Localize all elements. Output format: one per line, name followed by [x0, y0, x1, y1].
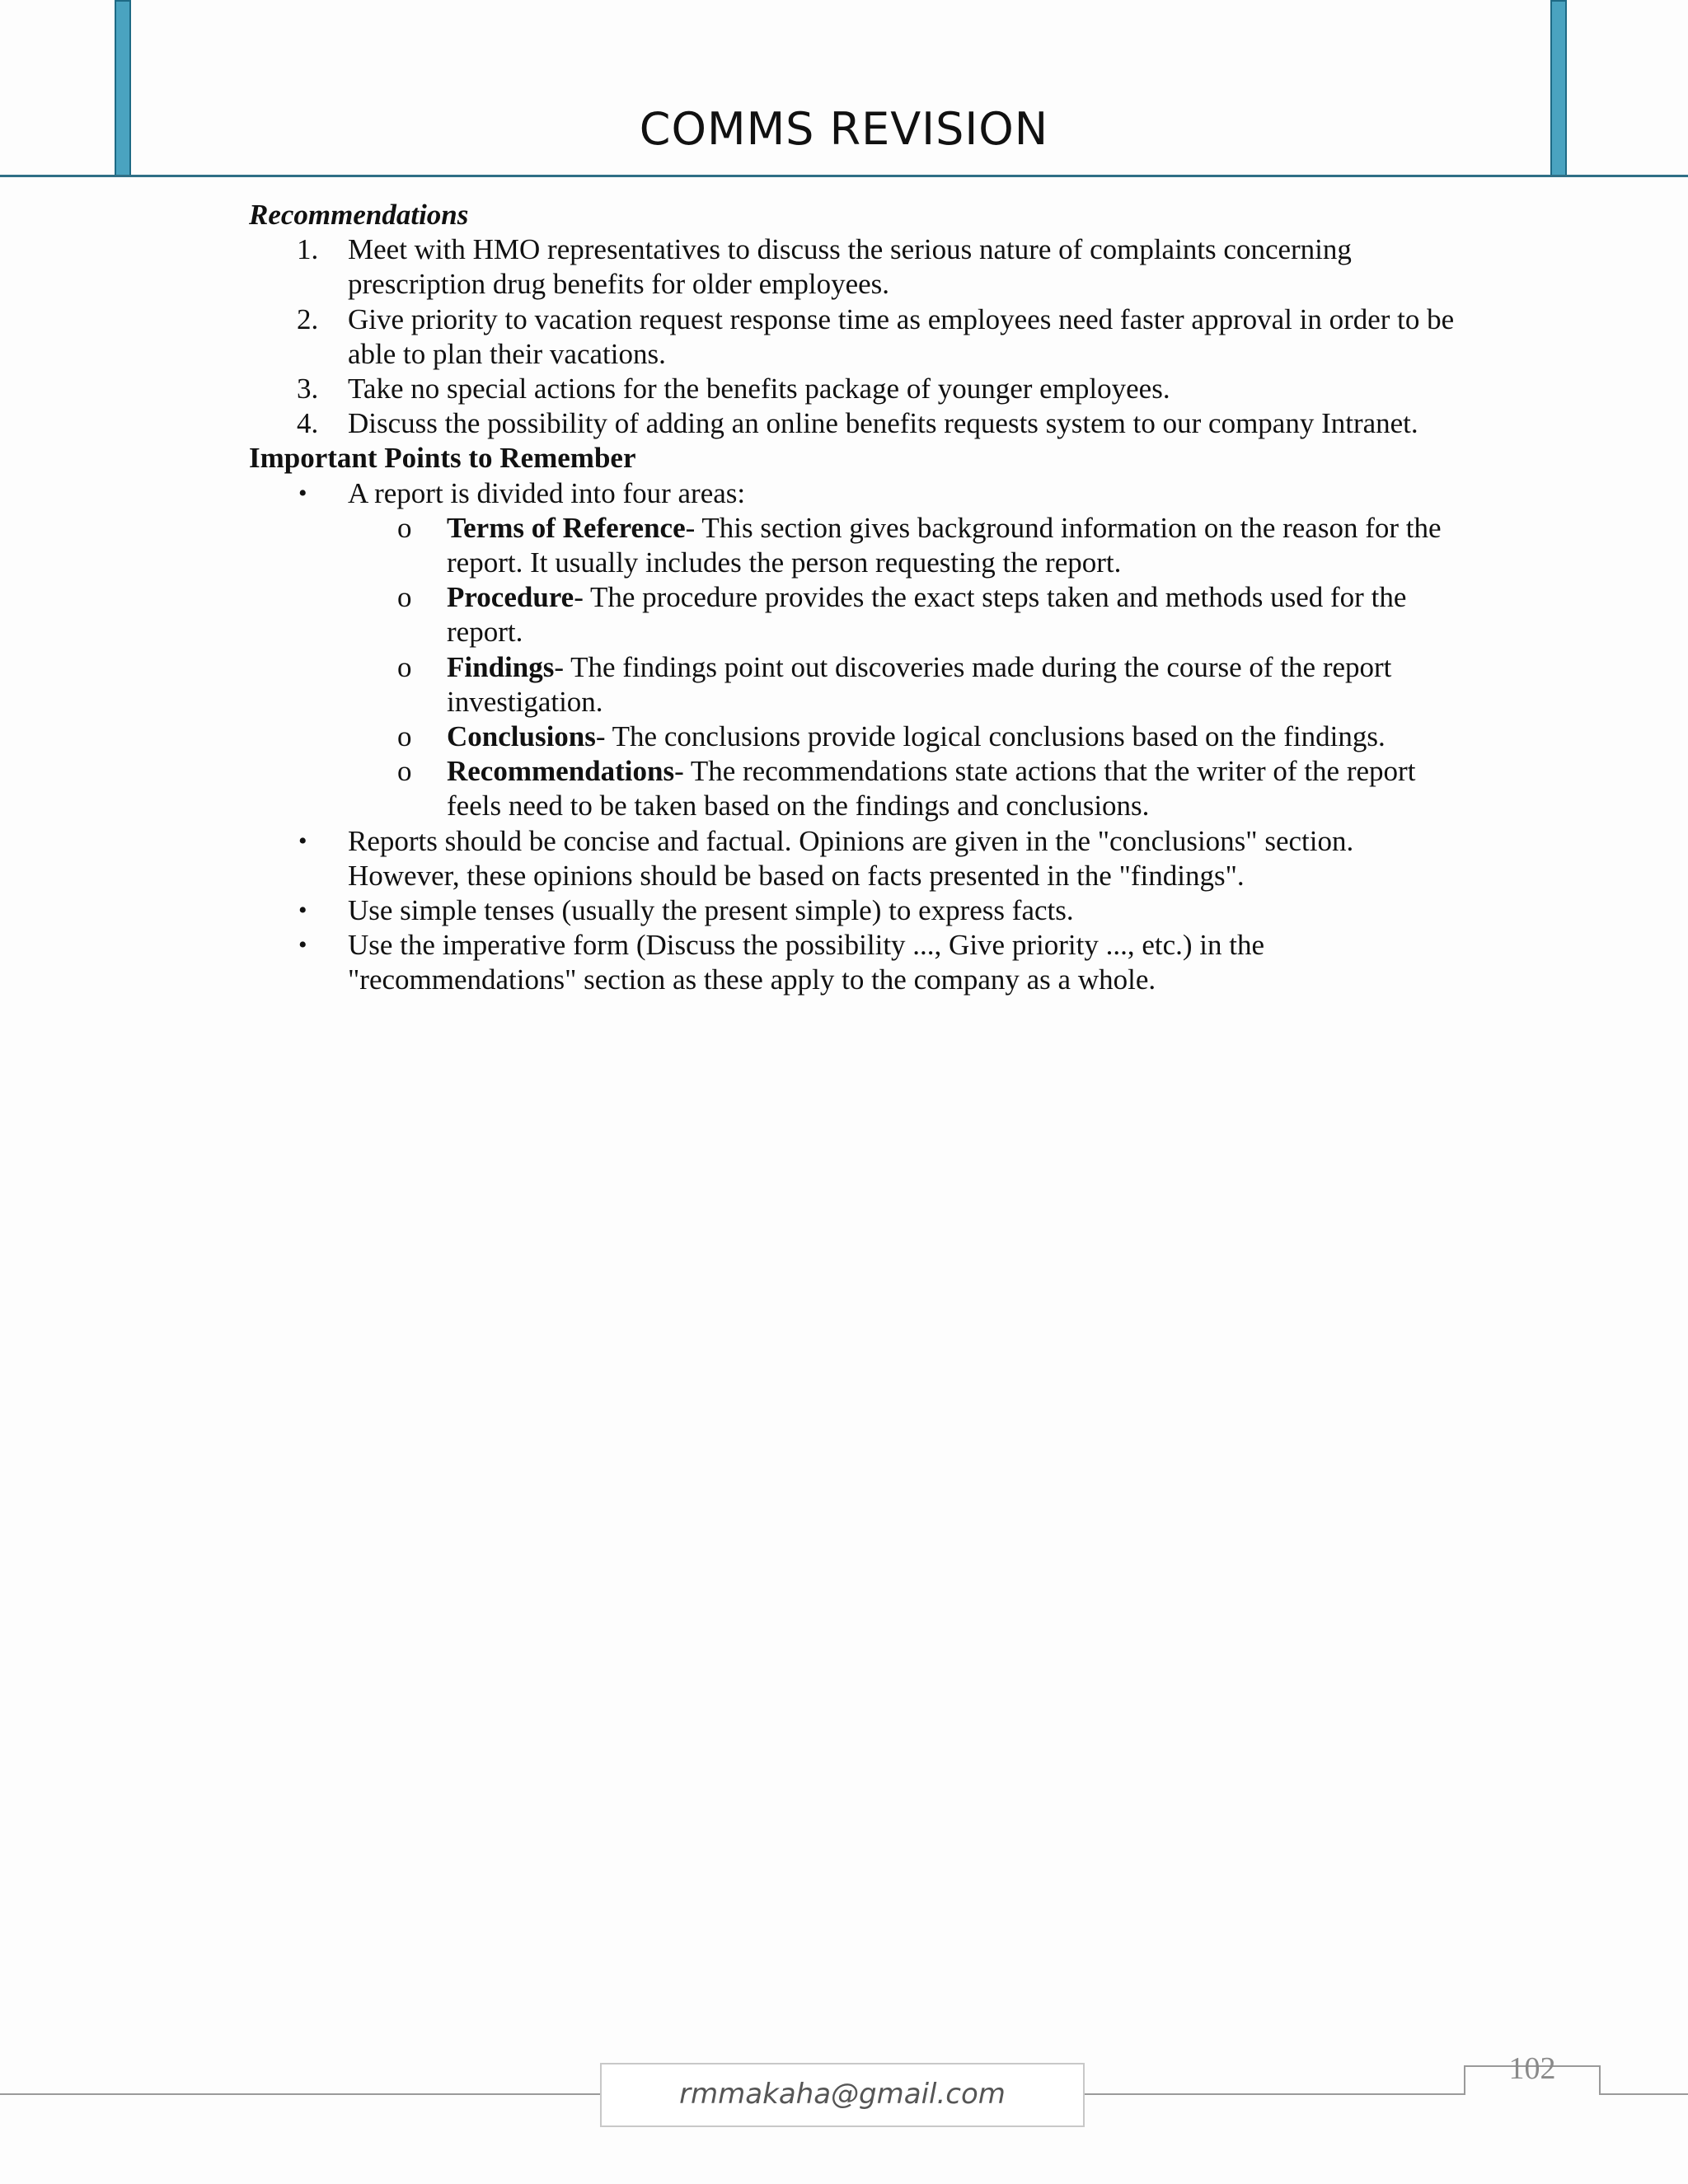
- item-text: Use the imperative form (Discuss the possibility ..., Give priority ..., etc.) in the "recommendations" section as these apply to the company as a whole.: [348, 929, 1265, 996]
- list-item: [397, 650, 1469, 719]
- footer-rule-right: [1085, 2093, 1464, 2095]
- area-term: Recommendations: [447, 755, 675, 788]
- item-text: Take no special actions for the benefits package of younger employees.: [348, 373, 1170, 405]
- list-item: [297, 406, 1469, 441]
- list-item: [297, 372, 1469, 406]
- area-term: Conclusions: [447, 720, 596, 753]
- report-areas-list: [348, 511, 1469, 824]
- area-description: - The conclusions provide logical conclusions based on the findings.: [595, 720, 1386, 753]
- item-number: 4.: [297, 407, 319, 440]
- sub-bullet-icon: o: [397, 511, 412, 544]
- important-points-list: [249, 476, 1469, 998]
- area-description: - The recommendations state actions that the writer of the report feels need to be taken based on the findings and conclusions.: [447, 755, 1416, 823]
- important-points-heading: Important Points to Remember: [249, 442, 636, 475]
- list-item: [397, 580, 1469, 649]
- item-text: Discuss the possibility of adding an online benefits requests system to our company Intranet.: [348, 407, 1418, 440]
- page-number: 102: [1508, 2051, 1556, 2086]
- recommendations-heading: Recommendations: [249, 199, 469, 231]
- item-number: 2.: [297, 302, 319, 335]
- recommendations-list: [249, 232, 1469, 441]
- sub-bullet-icon: o: [397, 581, 412, 614]
- header-rule: [0, 175, 1688, 177]
- area-description: - The procedure provides the exact steps taken and methods used for the report.: [447, 581, 1407, 649]
- item-text: A report is divided into four areas:: [348, 476, 746, 509]
- sub-bullet-icon: o: [397, 720, 412, 753]
- area-term: Procedure: [447, 581, 574, 614]
- footer-rule-left: [0, 2093, 600, 2095]
- list-item: [298, 928, 1469, 997]
- bullet-icon: •: [298, 897, 307, 925]
- list-item: [297, 302, 1469, 372]
- item-text: Give priority to vacation request response time as employees need faster approval in order to be able to plan their vacations.: [348, 302, 1455, 370]
- area-term: Findings: [447, 650, 555, 683]
- area-term: Terms of Reference: [447, 511, 686, 544]
- page-title: COMMS REVISION: [639, 103, 1049, 155]
- bullet-icon: •: [298, 931, 307, 959]
- area-description: - The findings point out discoveries made during the course of the report investigation.: [447, 650, 1392, 718]
- list-item: [397, 719, 1469, 754]
- document-body: [249, 198, 1469, 998]
- list-item: [397, 754, 1469, 823]
- item-text: Use simple tenses (usually the present simple) to express facts.: [348, 894, 1074, 927]
- sub-bullet-icon: o: [397, 650, 412, 683]
- list-item: [298, 824, 1469, 893]
- item-number: 1.: [297, 233, 319, 266]
- sub-bullet-icon: o: [397, 755, 412, 788]
- item-number: 3.: [297, 373, 319, 405]
- bullet-icon: •: [298, 827, 307, 855]
- bullet-icon: •: [298, 479, 307, 507]
- item-text: Meet with HMO representatives to discuss the serious nature of complaints concerning prescription drug benefits for older employees.: [348, 233, 1352, 301]
- list-item: [297, 232, 1469, 302]
- footer-rule-far-right: [1601, 2093, 1688, 2095]
- list-item: [298, 476, 1469, 824]
- area-description: - This section gives background information on the reason for the report. It usually includes the person requesting the report.: [447, 511, 1442, 579]
- footer-email: rmmakaha@gmail.com: [600, 2063, 1085, 2127]
- item-text: Reports should be concise and factual. Opinions are given in the "conclusions" section. However, these opinions should be based on facts presented in the "findings".: [348, 824, 1354, 892]
- list-item: [397, 511, 1469, 580]
- list-item: [298, 893, 1469, 928]
